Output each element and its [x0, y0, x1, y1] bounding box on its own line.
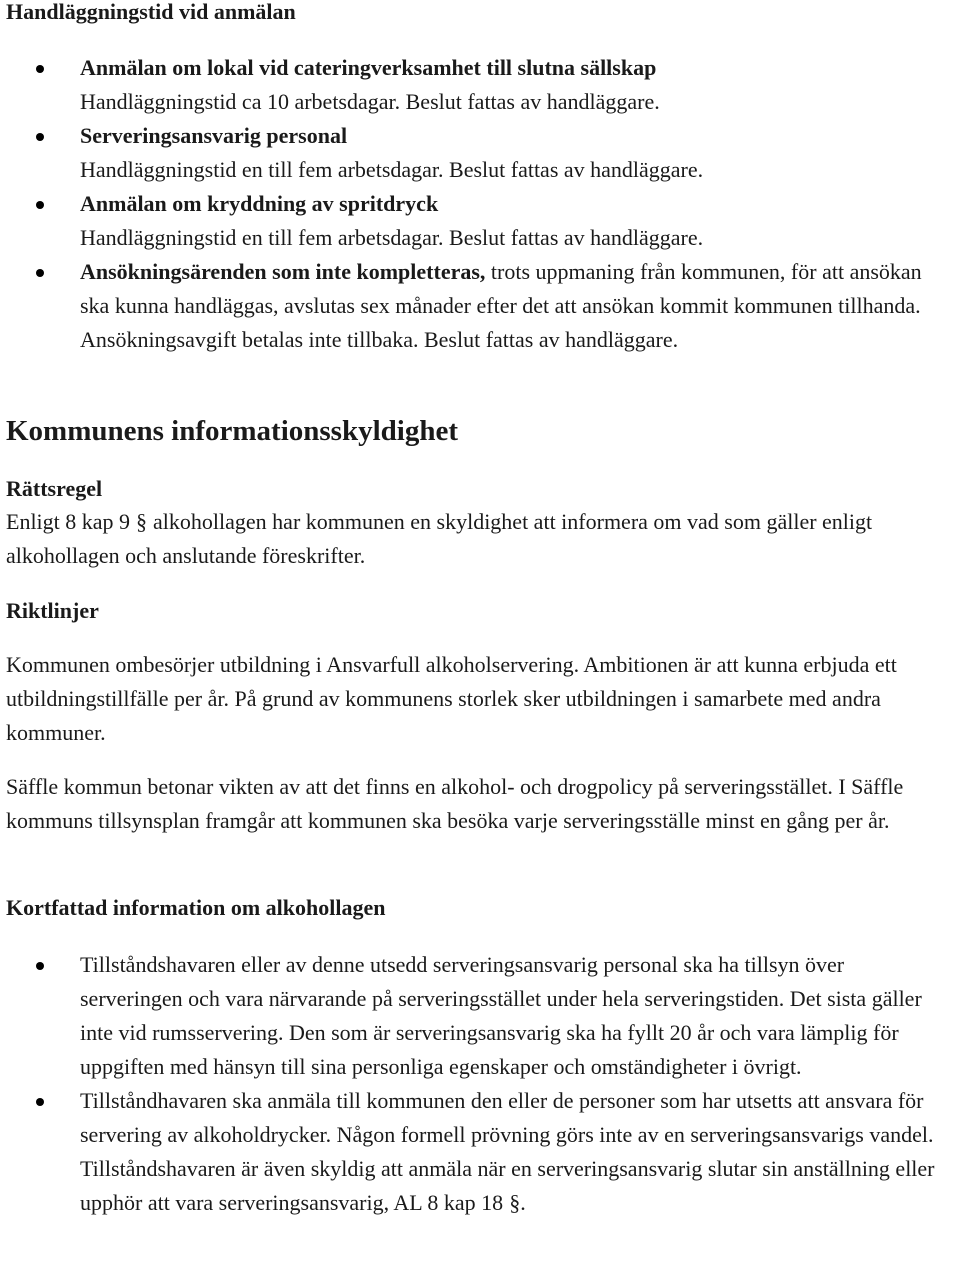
bullet-icon	[36, 201, 44, 209]
item-text: trots uppmaning från kommunen, för att ansökan ska kunna handläggas, avslutas sex månader efter det att ansökan kommit kommunen tillhanda. Ansökningsavgift betalas inte tillbaka. Beslut fattas av handläggare.	[80, 259, 922, 352]
item-title: Ansökningsärenden som inte kompletteras,	[80, 259, 486, 284]
list-item	[6, 119, 952, 187]
item-text: Handläggningstid ca 10 arbetsdagar. Beslut fattas av handläggare.	[80, 89, 660, 114]
list-item	[6, 51, 952, 119]
bullet-icon	[36, 65, 44, 73]
item-text: Handläggningstid en till fem arbetsdagar. Beslut fattas av handläggare.	[80, 225, 704, 250]
bullet-icon	[36, 962, 44, 970]
heading-rattsregel: Rättsregel	[6, 476, 103, 501]
item-text: Handläggningstid en till fem arbetsdagar. Beslut fattas av handläggare.	[80, 157, 704, 182]
section-sign: §	[136, 509, 148, 534]
list-item	[6, 948, 952, 1084]
bullet-icon	[36, 133, 44, 141]
item-title: Anmälan om kryddning av spritdryck	[80, 191, 439, 216]
section-sign: §	[509, 1190, 521, 1215]
list-item	[6, 1084, 952, 1220]
rattsregel-pre: Enligt 8 kap 9	[6, 509, 131, 534]
paragraph-utbildning: Kommunen ombesörjer utbildning i Ansvarfull alkoholservering. Ambitionen är att kunna erbjuda ett utbildningstillfälle per år. På grund av kommunens storlek sker utbildningen i samarbete med andra kommuner.	[6, 652, 897, 745]
rattsregel-post: alkohollagen har kommunen en skyldighet att informera om vad som gäller enligt alkohollagen och anslutande föreskrifter.	[6, 509, 873, 568]
paragraph-drogpolicy: Säffle kommun betonar vikten av att det finns en alkohol- och drogpolicy på serveringsstället. I Säffle kommuns tillsynsplan framgår att kommunen ska besöka varje serveringsställe minst en gång per år.	[6, 774, 904, 833]
item-text: Tillståndhavaren ska anmäla till kommunen den eller de personer som har utsetts att ansvara för servering av alkoholdrycker. Någon formell prövning görs inte av en serveringsansvarigs vandel. Tillståndshavaren är även skyldig att anmäla när en serveringsansvarig slutar sin anställning eller upphör att vara serveringsansvarig, AL 8 kap 18	[80, 1088, 935, 1215]
item-title: Anmälan om lokal vid cateringverksamhet till slutna sällskap	[80, 55, 657, 80]
list-item	[6, 187, 952, 255]
item-text-end: .	[520, 1190, 526, 1215]
item-text: Tillståndshavaren eller av denne utsedd serveringsansvarig personal ska ha tillsyn över serveringen och vara närvarande på serveringsstället under hela serveringstiden. Det sista gäller inte vid rumsservering. Den som är serveringsansvarig ska ha fyllt 20 år och vara lämplig för uppgiften med hänsyn till sina personliga egenskaper och omständigheter i övrigt.	[80, 952, 922, 1079]
heading-kortfattad: Kortfattad information om alkohollagen	[6, 895, 386, 920]
paragraph-rattsregel	[6, 505, 952, 573]
list-item	[6, 255, 952, 357]
heading-riktlinjer: Riktlinjer	[6, 598, 99, 623]
heading-handlaggningstid: Handläggningstid vid anmälan	[6, 0, 296, 24]
bullet-icon	[36, 1098, 44, 1106]
bullet-list-alkohollagen	[6, 948, 952, 1220]
section-title: Kommunens informationsskyldighet	[6, 415, 458, 447]
item-title: Serveringsansvarig personal	[80, 123, 348, 148]
bullet-list-handlaggningstid	[6, 51, 952, 357]
bullet-icon	[36, 269, 44, 277]
